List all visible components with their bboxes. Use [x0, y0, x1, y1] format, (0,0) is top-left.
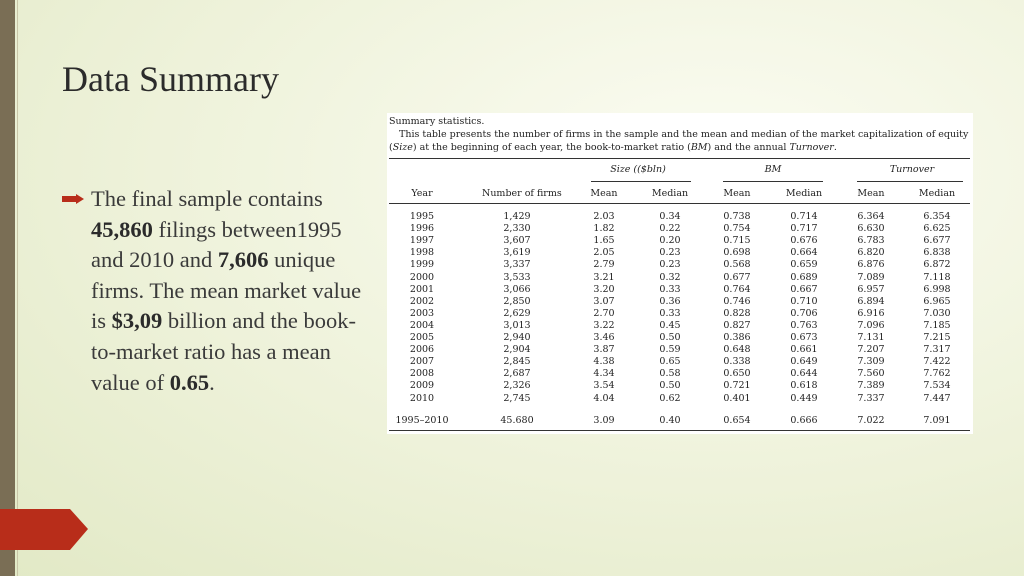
table-cell: 0.721 [723, 380, 751, 392]
arrow-bullet-icon [62, 194, 84, 204]
table-cell: 1995 [409, 211, 435, 222]
table-cell: 2004 [409, 319, 435, 331]
table-cell: 3,619 [503, 247, 531, 259]
table-cell: 3.07 [593, 295, 615, 307]
table-cell: 2,745 [503, 392, 531, 404]
table-cell: 0.32 [659, 271, 681, 283]
caption-text-run: This table presents the number of firms in the sample and the mean and median of the market capitalization of equity ( [389, 129, 969, 153]
table-cell: 2,904 [503, 344, 531, 356]
table-cell: 2.70 [593, 307, 615, 319]
table-cell: 6.783 [857, 235, 885, 247]
table-cell: 3.22 [593, 319, 615, 331]
caption-text-run: . [833, 142, 837, 153]
table-cell: 4.38 [593, 356, 615, 368]
table-cell: 7.131 [857, 332, 885, 343]
table-cell: 2,850 [503, 295, 531, 307]
table-cell: 2006 [409, 344, 435, 356]
table-cell: 0.754 [723, 223, 751, 235]
table-cell: 0.33 [659, 283, 681, 295]
table-cell: 7.185 [923, 319, 951, 331]
table-cell: 3.21 [593, 271, 615, 283]
table-cell: 0.33 [659, 307, 681, 319]
table-cell: 0.746 [723, 295, 751, 307]
table-cell: 3,337 [503, 259, 531, 271]
table-cell: 7.118 [923, 271, 951, 283]
bullet-highlight: 45,860 [91, 216, 153, 242]
summary-statistics-table [387, 113, 973, 434]
bullet-text-run: filings between1995 and 2010 and [91, 216, 342, 273]
column-header: Year [411, 188, 433, 199]
column-header: Mean [723, 188, 751, 199]
table-cell: 3.54 [593, 380, 615, 392]
table-cell: 6.965 [923, 295, 951, 307]
caption-text-run: ) and the annual [707, 142, 790, 153]
group-header-bm: BM [764, 164, 782, 175]
table-bottom-rule [389, 430, 970, 431]
table-caption-description [389, 128, 971, 154]
group-header-size: Size (($bln) [610, 164, 666, 175]
total-row-cell: 45.680 [500, 415, 534, 426]
table-cell: 2,326 [503, 380, 531, 392]
table-cell: 6.916 [857, 307, 885, 319]
column-header: Mean [590, 188, 618, 199]
column-header: Median [918, 188, 956, 199]
table-cell: 7.560 [857, 368, 885, 380]
table-cell: 0.59 [659, 344, 681, 356]
bullet-text [91, 184, 362, 398]
table-cell: 7.447 [923, 392, 951, 404]
table-cell: 0.449 [790, 392, 818, 404]
group-rule-bm [723, 181, 823, 182]
table-cell: 2005 [409, 332, 435, 343]
table-cell: 2001 [409, 283, 435, 295]
table-cell: 0.58 [659, 368, 681, 380]
bullet-text-run: unique firms. The mean market value is [91, 247, 362, 334]
table-cell: 3.20 [593, 283, 615, 295]
table-cell: 0.710 [790, 295, 818, 307]
table-cell: 0.689 [790, 271, 818, 283]
table-cell: 6.998 [923, 283, 951, 295]
table-cell: 6.957 [857, 283, 885, 295]
table-cell: 2009 [409, 380, 435, 392]
table-cell: 0.714 [790, 211, 818, 222]
sidebar-strip [0, 0, 15, 576]
table-cell: 4.34 [593, 368, 615, 380]
bullet-text-run: billion and the book-to-market ratio has a mean value of [91, 308, 356, 395]
table-cell: 1,429 [503, 211, 531, 222]
total-row-cell: 3.09 [593, 415, 615, 426]
table-cell: 1.65 [593, 235, 615, 247]
table-cell: 0.828 [723, 307, 751, 319]
table-cell: 7.030 [923, 307, 951, 319]
total-row-cell: 1995–2010 [395, 415, 449, 426]
table-cell: 0.676 [790, 235, 818, 247]
table-cell: 0.698 [723, 247, 751, 259]
table-cell: 0.568 [723, 259, 751, 271]
table-cell: 6.894 [857, 295, 885, 307]
table-cell: 3.87 [593, 344, 615, 356]
group-rule-turnover [857, 181, 963, 182]
table-cell: 0.401 [723, 392, 751, 404]
table-cell: 6.820 [857, 247, 885, 259]
table-cell: 6.677 [923, 235, 951, 247]
table-cell: 0.644 [790, 368, 818, 380]
bullet-item [62, 184, 362, 398]
table-cell: 6.625 [923, 223, 951, 235]
table-cell: 0.648 [723, 344, 751, 356]
table-cell: 2003 [409, 307, 435, 319]
table-cell: 2,330 [503, 223, 531, 235]
bullet-text-run: . [209, 369, 215, 395]
table-cell: 2,940 [503, 332, 531, 343]
table-cell: 3,013 [503, 319, 531, 331]
table-cell: 7.089 [857, 271, 885, 283]
table-cell: 7.422 [923, 356, 951, 368]
table-cell: 1999 [409, 259, 435, 271]
table-cell: 3,533 [503, 271, 531, 283]
table-cell: 3,066 [503, 283, 531, 295]
bullet-highlight: $3,09 [111, 308, 163, 334]
table-cell: 6.364 [857, 211, 885, 222]
table-cell: 0.36 [659, 295, 681, 307]
table-cell: 0.673 [790, 332, 818, 343]
table-cell: 0.667 [790, 283, 818, 295]
table-cell: 2008 [409, 368, 435, 380]
table-cell: 6.354 [923, 211, 951, 222]
table-cell: 0.65 [659, 356, 681, 368]
table-cell: 2,845 [503, 356, 531, 368]
table-cell: 0.34 [659, 211, 681, 222]
table-cell: 6.838 [923, 247, 951, 259]
column-header: Number of firms [482, 188, 562, 199]
table-cell: 0.715 [723, 235, 751, 247]
table-cell: 2,629 [503, 307, 531, 319]
table-top-rule [389, 158, 970, 159]
column-header: Mean [857, 188, 885, 199]
table-cell: 7.337 [857, 392, 885, 404]
table-cell: 0.23 [659, 259, 681, 271]
table-cell: 0.386 [723, 332, 751, 343]
table-cell: 7.534 [923, 380, 951, 392]
slide-title: Data Summary [62, 59, 279, 99]
table-cell: 0.764 [723, 283, 751, 295]
table-cell: 6.872 [923, 259, 951, 271]
table-cell: 0.618 [790, 380, 818, 392]
bullet-highlight: 0.65 [169, 369, 210, 395]
table-cell: 7.096 [857, 319, 885, 331]
table-cell: 1.82 [593, 223, 615, 235]
table-cell: 1996 [409, 223, 435, 235]
table-cell: 3.46 [593, 332, 615, 343]
table-cell: 1997 [409, 235, 435, 247]
table-cell: 0.677 [723, 271, 751, 283]
table-cell: 2,687 [503, 368, 531, 380]
table-cell: 0.659 [790, 259, 818, 271]
table-cell: 0.706 [790, 307, 818, 319]
table-cell: 0.50 [659, 380, 681, 392]
table-cell: 0.661 [790, 344, 818, 356]
table-cell: 7.762 [923, 368, 951, 380]
table-cell: 0.50 [659, 332, 681, 343]
table-cell: 0.45 [659, 319, 681, 331]
table-cell: 0.649 [790, 356, 818, 368]
table-cell: 0.20 [659, 235, 681, 247]
table-cell: 0.717 [790, 223, 818, 235]
group-rule-size [591, 181, 691, 182]
table-cell: 0.827 [723, 319, 751, 331]
caption-text-run: ) at the beginning of each year, the book-to-market ratio ( [412, 142, 691, 153]
table-cell: 0.650 [723, 368, 751, 380]
column-header: Median [651, 188, 689, 199]
caption-variable: Size [392, 142, 413, 153]
table-cell: 2000 [409, 271, 435, 283]
table-caption-title: Summary statistics. [389, 116, 485, 127]
table-cell: 7.317 [923, 344, 951, 356]
table-cell: 0.763 [790, 319, 818, 331]
column-header: Median [785, 188, 823, 199]
accent-tab [0, 509, 88, 550]
caption-variable: BM [690, 142, 708, 153]
table-cell: 0.664 [790, 247, 818, 259]
bullet-highlight: 7,606 [217, 247, 269, 273]
table-cell: 1998 [409, 247, 435, 259]
table-cell: 2.03 [593, 211, 615, 222]
table-cell: 0.22 [659, 223, 681, 235]
total-row-cell: 0.654 [723, 415, 751, 426]
sidebar-divider [17, 0, 18, 576]
total-row-cell: 7.091 [923, 415, 951, 426]
table-cell: 2.05 [593, 247, 615, 259]
total-row-cell: 7.022 [857, 415, 885, 426]
table-cell: 4.04 [593, 392, 615, 404]
total-row-cell: 0.666 [790, 415, 818, 426]
table-cell: 2010 [409, 392, 435, 404]
bullet-text-run: The final sample contains [91, 186, 323, 211]
table-cell: 2.79 [593, 259, 615, 271]
table-cell: 0.23 [659, 247, 681, 259]
table-cell: 7.215 [923, 332, 951, 343]
table-cell: 0.338 [723, 356, 751, 368]
caption-variable: Turnover [789, 142, 834, 153]
table-cell: 7.389 [857, 380, 885, 392]
table-cell: 0.62 [659, 392, 681, 404]
table-cell: 0.738 [723, 211, 751, 222]
table-cell: 6.876 [857, 259, 885, 271]
table-cell: 3,607 [503, 235, 531, 247]
table-header-rule [389, 203, 970, 204]
total-row-cell: 0.40 [659, 415, 681, 426]
table-cell: 2007 [409, 356, 435, 368]
group-header-turnover: Turnover [889, 164, 935, 175]
table-cell: 7.309 [857, 356, 885, 368]
table-cell: 7.207 [857, 344, 885, 356]
table-cell: 6.630 [857, 223, 885, 235]
table-cell: 2002 [409, 295, 435, 307]
